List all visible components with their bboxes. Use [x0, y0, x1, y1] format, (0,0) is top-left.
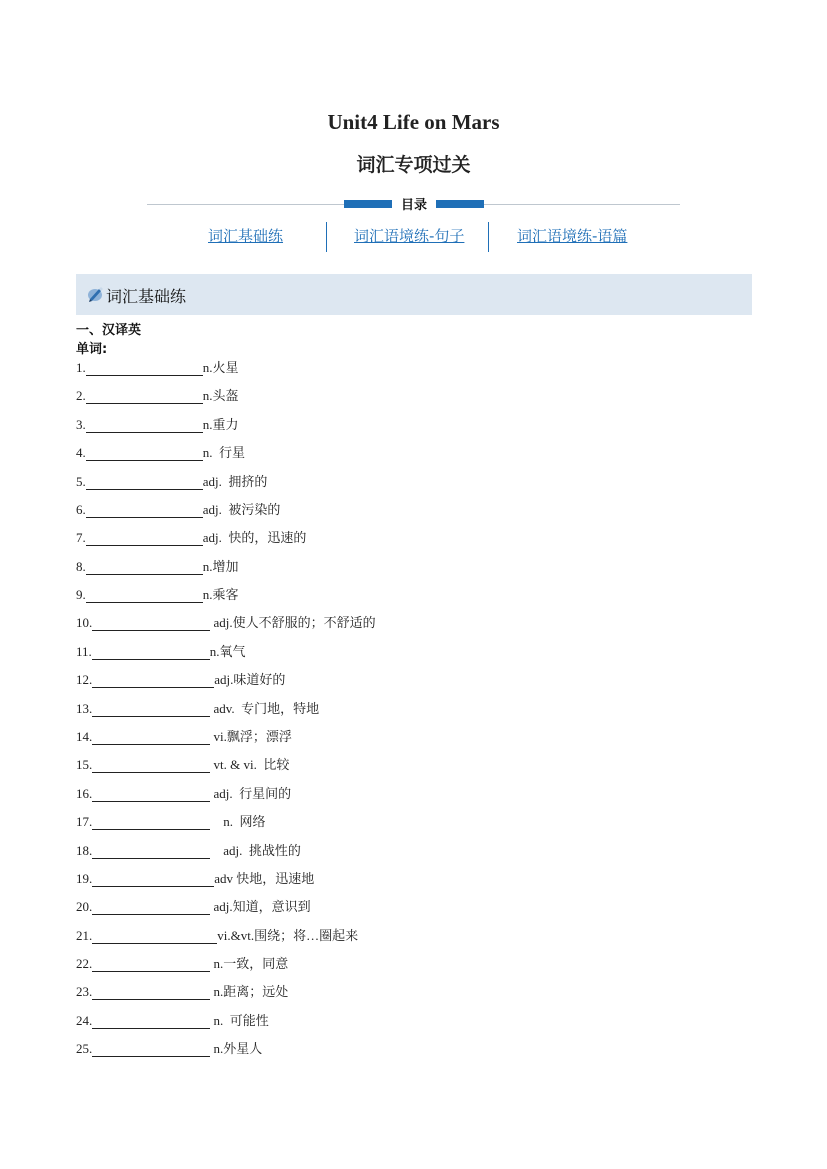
item-meaning: n. 可能性	[210, 1013, 269, 1028]
answer-blank[interactable]	[92, 844, 210, 859]
answer-blank[interactable]	[92, 616, 210, 631]
item-meaning: n.外星人	[210, 1041, 263, 1056]
item-number: 3.	[76, 417, 86, 432]
item-number: 10.	[76, 615, 93, 630]
subpart-heading: 单词:	[76, 342, 108, 357]
item-meaning: n. 行星	[202, 445, 246, 460]
vocab-item	[76, 1038, 262, 1056]
toc-link-basic[interactable]: 词汇基础练	[208, 227, 284, 245]
answer-blank[interactable]	[92, 815, 210, 830]
item-meaning: adv. 专门地，特地	[210, 701, 320, 716]
item-number: 1.	[76, 360, 86, 375]
vocab-item	[76, 726, 292, 744]
answer-blank[interactable]	[92, 645, 210, 660]
answer-blank[interactable]	[92, 1014, 210, 1029]
vocab-item	[76, 1010, 269, 1028]
item-meaning: n.距离；远处	[210, 984, 289, 999]
answer-blank[interactable]	[92, 673, 214, 688]
item-meaning: vi.&vt.围绕；将…圈起来	[217, 928, 359, 943]
item-meaning: n.重力	[202, 417, 239, 432]
item-meaning: adj. 拥挤的	[202, 474, 268, 489]
item-meaning: adj. 快的，迅速的	[202, 530, 307, 545]
vocab-item	[76, 868, 314, 886]
item-number: 4.	[76, 445, 86, 460]
vocab-item	[76, 442, 245, 460]
item-meaning: adj. 挑战性的	[210, 843, 301, 858]
item-meaning: adj.味道好的	[214, 672, 286, 687]
answer-blank[interactable]	[92, 900, 210, 915]
item-number: 11.	[76, 644, 92, 659]
answer-blank[interactable]	[92, 730, 210, 745]
answer-blank[interactable]	[86, 531, 203, 546]
answer-blank[interactable]	[92, 872, 214, 887]
item-meaning: n.火星	[202, 360, 239, 375]
item-meaning: n.头盔	[202, 388, 239, 403]
toc-links	[0, 222, 827, 252]
toc-separator	[488, 222, 489, 252]
vocab-item	[76, 499, 280, 517]
answer-blank[interactable]	[92, 957, 210, 972]
item-number: 15.	[76, 757, 93, 772]
item-meaning: vi.飘浮；漂浮	[210, 729, 292, 744]
vocab-item	[76, 698, 319, 716]
part-heading: 一、汉译英	[76, 323, 142, 338]
vocab-item	[76, 811, 266, 829]
vocab-item	[76, 584, 239, 602]
item-number: 14.	[76, 729, 93, 744]
item-number: 23.	[76, 984, 93, 999]
toc-label: 目录	[392, 194, 436, 213]
item-number: 16.	[76, 786, 93, 801]
item-number: 21.	[76, 928, 93, 943]
item-meaning: adj.知道，意识到	[210, 899, 311, 914]
pencil-icon	[86, 285, 104, 303]
page-subtitle: 词汇专项过关	[356, 154, 471, 176]
item-number: 2.	[76, 388, 86, 403]
vocab-item	[76, 527, 306, 545]
item-number: 12.	[76, 672, 93, 687]
item-number: 18.	[76, 843, 93, 858]
vocab-item	[76, 471, 267, 489]
toc-separator	[326, 222, 327, 252]
vocab-item	[76, 357, 239, 375]
vocab-item	[76, 840, 301, 858]
vocab-item	[76, 641, 246, 659]
toc-link-sentence[interactable]: 词汇语境练-句子	[354, 227, 465, 245]
item-meaning: adj.使人不舒服的；不舒适的	[210, 615, 376, 630]
section-title: 词汇基础练	[106, 287, 187, 306]
vocab-item	[76, 896, 311, 914]
item-meaning: n.增加	[202, 559, 239, 574]
vocab-item	[76, 612, 376, 630]
item-meaning: adj. 被污染的	[202, 502, 281, 517]
item-number: 7.	[76, 530, 86, 545]
item-number: 19.	[76, 871, 93, 886]
vocab-item	[76, 754, 289, 772]
answer-blank[interactable]	[92, 929, 217, 944]
answer-blank[interactable]	[92, 1042, 210, 1057]
item-meaning: n.乘客	[202, 587, 239, 602]
answer-blank[interactable]	[92, 702, 210, 717]
item-number: 20.	[76, 899, 93, 914]
item-number: 5.	[76, 474, 86, 489]
item-number: 25.	[76, 1041, 93, 1056]
item-number: 9.	[76, 587, 86, 602]
item-meaning: vt. & vi. 比较	[210, 757, 290, 772]
section-banner	[76, 274, 752, 315]
answer-blank[interactable]	[86, 503, 203, 518]
item-number: 24.	[76, 1013, 93, 1028]
answer-blank[interactable]	[92, 758, 210, 773]
vocab-item	[76, 925, 358, 943]
vocab-item	[76, 414, 239, 432]
item-meaning: adj. 行星间的	[210, 786, 292, 801]
item-number: 8.	[76, 559, 86, 574]
vocab-item	[76, 669, 285, 687]
answer-blank[interactable]	[86, 588, 203, 603]
item-meaning: n. 网络	[210, 814, 266, 829]
page-title: Unit4 Life on Mars	[327, 110, 500, 134]
item-number: 6.	[76, 502, 86, 517]
toc-link-passage[interactable]: 词汇语境练-语篇	[517, 227, 628, 245]
item-number: 17.	[76, 814, 93, 829]
item-meaning: n.一致，同意	[210, 956, 289, 971]
answer-blank[interactable]	[86, 446, 203, 461]
item-meaning: adv 快地，迅速地	[214, 871, 315, 886]
vocab-item	[76, 385, 239, 403]
answer-blank[interactable]	[92, 787, 210, 802]
item-number: 22.	[76, 956, 93, 971]
vocab-item	[76, 556, 239, 574]
vocab-item	[76, 953, 288, 971]
answer-blank[interactable]	[86, 560, 203, 575]
answer-blank[interactable]	[92, 985, 210, 1000]
answer-blank[interactable]	[86, 361, 203, 376]
item-number: 13.	[76, 701, 93, 716]
answer-blank[interactable]	[86, 418, 203, 433]
item-meaning: n.氧气	[209, 644, 246, 659]
vocab-item	[76, 981, 288, 999]
answer-blank[interactable]	[86, 475, 203, 490]
answer-blank[interactable]	[86, 389, 203, 404]
vocab-item	[76, 783, 291, 801]
